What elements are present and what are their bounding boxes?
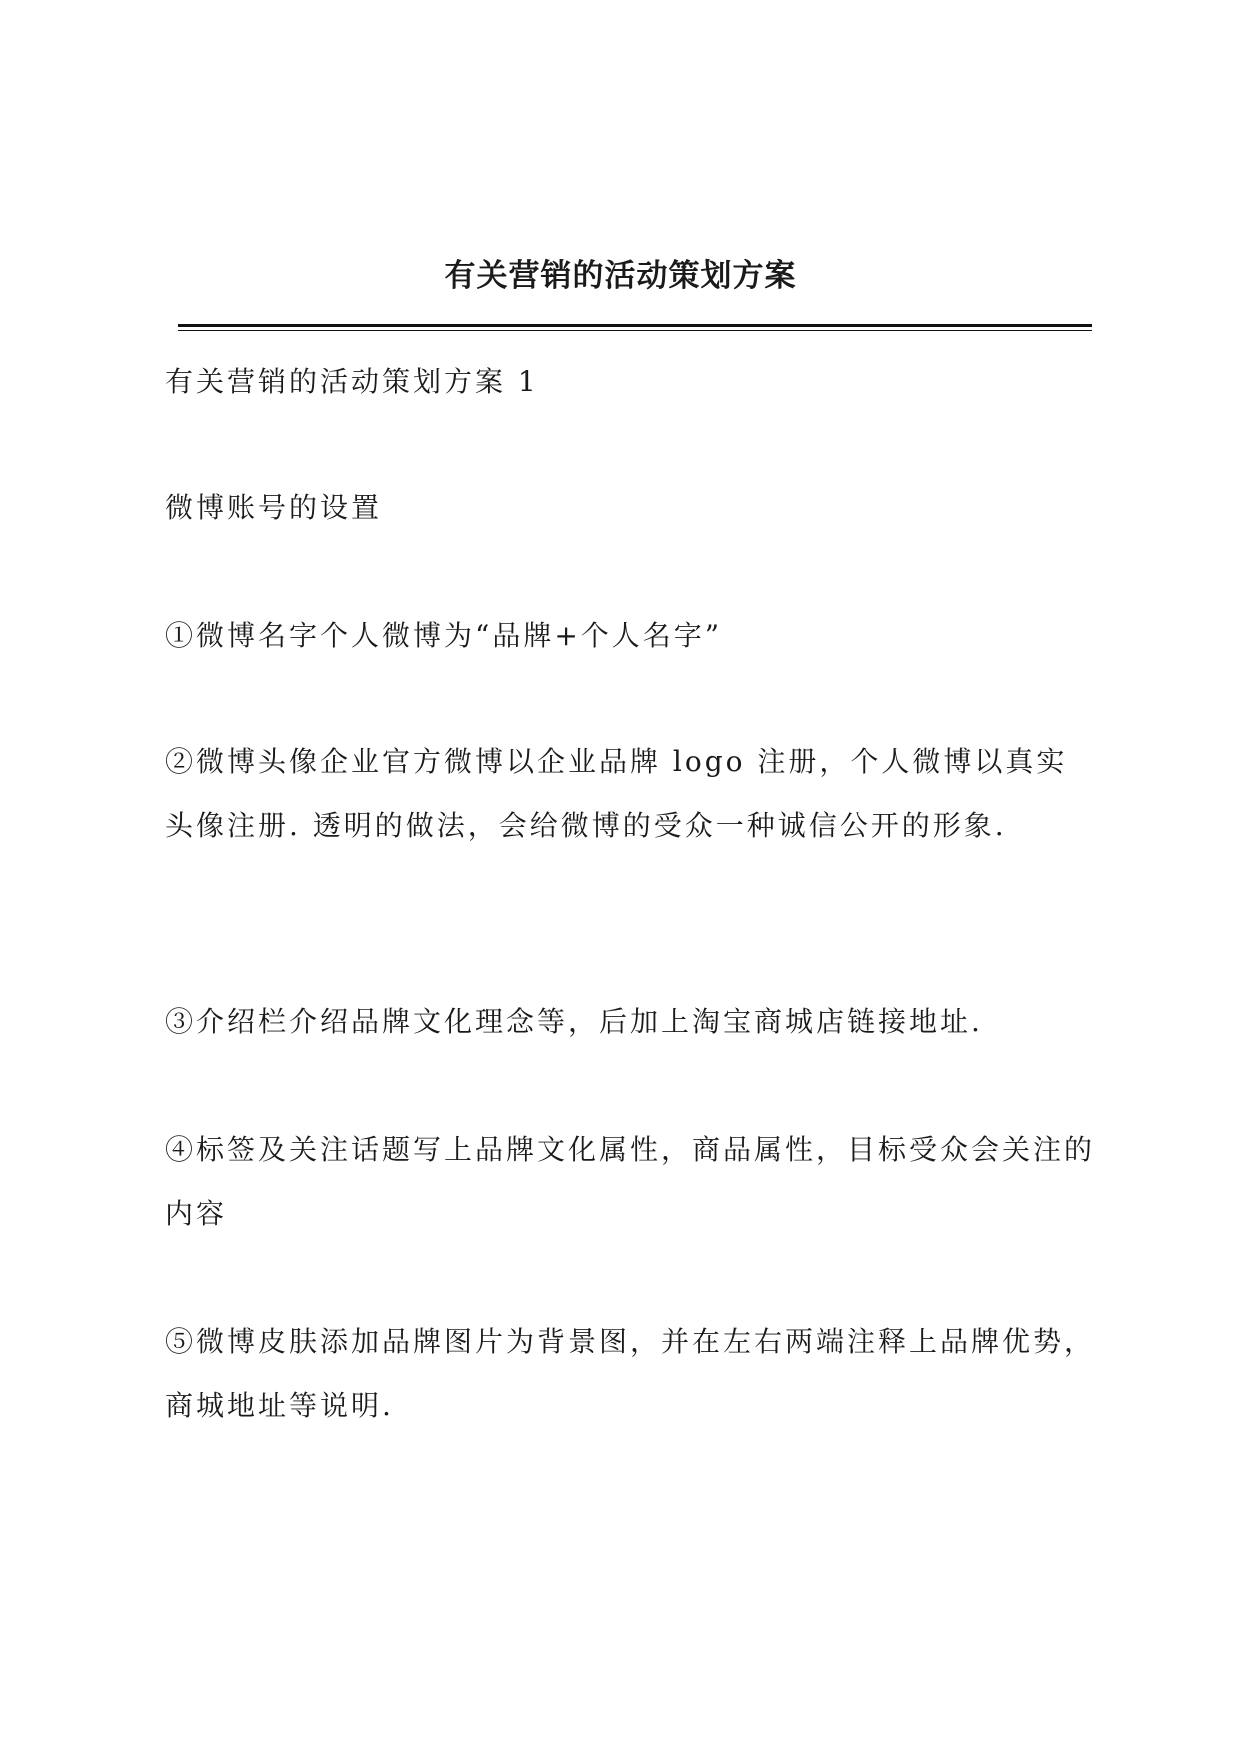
list-item: ③介绍栏介绍品牌文化理念等，后加上淘宝商城店链接地址. <box>165 1005 983 1038</box>
document-title: 有关营销的活动策划方案 <box>444 258 797 294</box>
section-heading: 有关营销的活动策划方案 1 <box>165 365 539 398</box>
list-item: ④标签及关注话题写上品牌文化属性，商品属性，目标受众会关注的内容 <box>165 1133 1096 1230</box>
list-item: ⑤微博皮肤添加品牌图片为背景图，并在左右两端注释上品牌优势，商城地址等说明. <box>165 1325 1096 1422</box>
subheading: 微博账号的设置 <box>165 491 383 524</box>
list-item: ②微博头像企业官方微博以企业品牌 logo 注册，个人微博以真实头像注册. 透明的做法，会给微博的受众一种诚信公开的形象. <box>165 745 1068 842</box>
list-item: ①微博名字个人微博为“品牌+个人名字” <box>165 619 723 652</box>
title-rule-thick <box>178 324 1092 327</box>
title-rule-thin <box>178 330 1092 331</box>
